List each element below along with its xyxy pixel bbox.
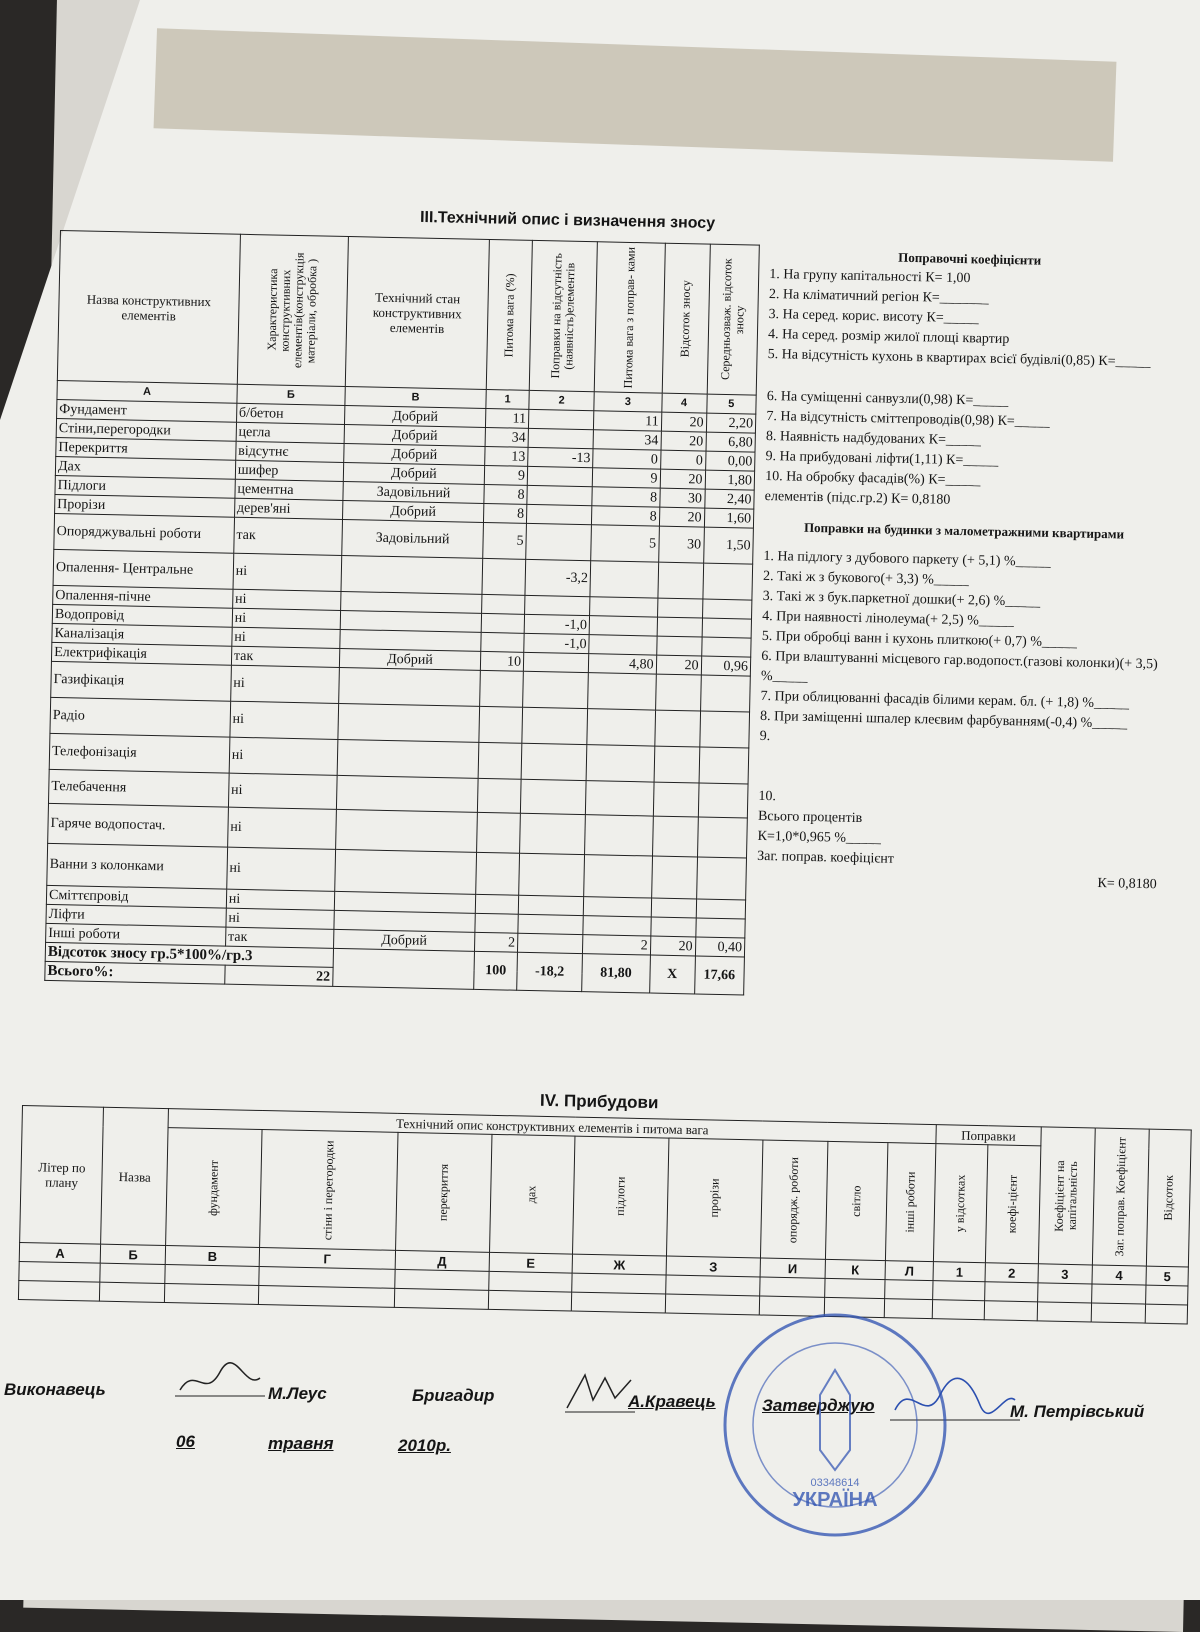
table-cell (654, 746, 700, 783)
total-label: Всього%: (45, 961, 225, 984)
letter-b: Б (237, 384, 345, 405)
table-cell (653, 782, 699, 817)
table-cell (701, 637, 751, 657)
table-cell (520, 779, 586, 814)
empty-cell (933, 1281, 986, 1301)
table-cell: Добрий (333, 929, 475, 951)
small-correction-item: 7. При облицюванні фасадів білими керам. бл. (+ 1,8) %_____ (760, 688, 1130, 712)
table-cell (696, 857, 746, 900)
table-cell (651, 856, 697, 899)
table-cell (702, 599, 752, 619)
table-cell (657, 617, 702, 637)
table-cell: 20 (650, 936, 695, 956)
table-cell: 0,40 (695, 937, 745, 957)
empty-cell (985, 1301, 1038, 1321)
small-correction-item: 2. Такі ж з букового(+ 3,3) %_____ (762, 568, 969, 589)
extensions-table (18, 1105, 1192, 1324)
element-name: Опоряджувальні роботи (54, 513, 235, 553)
table-cell: ні (226, 908, 334, 929)
svg-text:УКРАЇНА: УКРАЇНА (792, 1489, 878, 1511)
table-cell (518, 914, 584, 934)
small-correction-item: 8. При заміщенні шпалер клеєвим фарбуванням(-0,4) %_____ (759, 708, 1128, 732)
empty-cell (824, 1278, 885, 1298)
small-correction-item: 3. Такі ж з бук.паркетної дошки(+ 2,6) %_____ (762, 588, 1041, 610)
table-cell: б/бетон (236, 403, 344, 424)
correction-item: 6. На суміщенні санвузли(0,98) К=_____ (766, 388, 1009, 410)
header-col2: Поправки на відсутність (наявність)елементів (529, 240, 597, 391)
element-name: Перекриття (56, 437, 236, 460)
element-name: Ванни з колонками (47, 843, 228, 889)
table-cell (589, 616, 657, 636)
element-column: дах (489, 1134, 575, 1254)
foreman-name: А.Кравець (628, 1392, 716, 1411)
wear-table (44, 230, 760, 995)
table-cell: 34 (485, 427, 528, 447)
table-cell (527, 466, 593, 486)
foreman-signature (565, 1370, 635, 1415)
empty-cell (394, 1269, 488, 1290)
table-cell (695, 918, 745, 938)
table-cell: ні (230, 701, 339, 739)
correction-item: 10. На обробку фасадів(%) К=_____ (764, 468, 981, 489)
table-cell (583, 916, 651, 936)
table-cell: Добрий (339, 648, 481, 670)
table-cell: 9 (485, 465, 528, 485)
empty-cell (1037, 1302, 1092, 1322)
column-letter: Б (101, 1244, 166, 1264)
table-cell (702, 618, 752, 638)
date-year: 2010р. (398, 1436, 451, 1455)
table-cell: 20 (661, 412, 706, 432)
small-correction-item: К=1,0*0,965 %_____ (757, 828, 882, 847)
table-cell (697, 817, 747, 858)
table-cell: 2 (475, 932, 518, 952)
table-cell (518, 895, 584, 915)
header-characteristic: Характеристика конструктивних елементів(конструкція матеріали, обробка ) (237, 234, 348, 386)
table-cell: 20 (660, 469, 705, 489)
element-name: Прорізи (55, 494, 235, 517)
section3-title: III.Технічний опис і визначення зносу (419, 208, 716, 233)
table-cell (586, 781, 654, 816)
table-cell: цегла (236, 422, 344, 443)
table-cell (700, 675, 750, 712)
empty-cell (488, 1271, 572, 1292)
header-col1: Питома вага (%) (487, 240, 533, 391)
element-column: підлоги (573, 1136, 669, 1256)
correction-item: 5. На відсутність кухонь в квартирах всієї будівлі(0,85) К=_____ (767, 346, 1151, 370)
table-cell: так (225, 927, 333, 948)
table-cell: 5 (483, 522, 526, 559)
table-cell: 30 (658, 526, 704, 563)
column-letter: К (825, 1259, 886, 1279)
table-cell (528, 428, 594, 448)
table-cell (526, 504, 592, 524)
table-cell: -1,0 (524, 614, 590, 634)
empty-cell (19, 1261, 101, 1282)
table-cell: 20 (659, 507, 704, 527)
table-cell: Добрий (344, 405, 486, 427)
correction-item: 1. На групу капітальності К= 1,00 (769, 266, 971, 287)
element-name: Гаряче водопостач. (48, 803, 229, 847)
correction-item: 7. На відсутність сміттепроводів(0,98) К=_____ (766, 408, 1050, 430)
element-column: інші роботи (886, 1143, 936, 1262)
col-percent: Відсоток (1146, 1129, 1191, 1267)
table-cell: 9 (592, 468, 660, 488)
element-column: перекриття (395, 1132, 491, 1252)
executor-signature (175, 1360, 265, 1400)
letter-a: А (57, 380, 237, 403)
table-cell: ні (232, 627, 340, 648)
table-cell: ні (232, 608, 340, 629)
empty-cell (100, 1282, 165, 1302)
table-cell (336, 775, 478, 812)
table-cell: Задовільний (341, 519, 483, 558)
element-name: Опалення-пічне (53, 585, 233, 608)
table-cell (517, 933, 583, 953)
table-cell (584, 855, 652, 898)
correction-item: 8. Наявність надбудованих К=_____ (765, 428, 982, 449)
table-cell (654, 710, 700, 747)
header-col5: Середньозваж. відсоток зносу (707, 244, 760, 395)
table-cell (585, 815, 653, 856)
table-cell: відсутнє (236, 441, 344, 462)
table-cell: ні (230, 665, 339, 703)
table-cell: 5 (591, 525, 659, 562)
element-name: Газифікація (51, 661, 232, 701)
element-name: Радіо (50, 697, 231, 737)
table-cell: 0,96 (701, 656, 751, 676)
table-cell (520, 813, 586, 854)
element-column: фундамент (166, 1128, 262, 1248)
approve-name: М. Петрівський (1010, 1402, 1145, 1421)
element-name: Телефонізація (49, 733, 230, 773)
table-cell: ні (227, 847, 336, 891)
small-correction-item: К= 0,8180 (1097, 875, 1157, 893)
element-name: Фундамент (57, 399, 237, 422)
element-name: Стіни,перегородки (56, 418, 236, 441)
column-letter: 3 (1038, 1264, 1093, 1284)
letter-4: 4 (661, 393, 706, 413)
table-cell (338, 703, 480, 742)
table-cell: Добрий (343, 462, 485, 484)
table-cell (699, 711, 749, 748)
empty-cell (488, 1290, 572, 1311)
table-cell (527, 485, 593, 505)
table-cell: 30 (659, 488, 704, 508)
empty-cell (1146, 1285, 1188, 1305)
column-letter: Д (395, 1250, 489, 1271)
table-cell: 0,00 (705, 451, 755, 471)
element-name: Ліфти (46, 904, 226, 927)
empty-cell (571, 1292, 665, 1313)
empty-cell (885, 1280, 933, 1300)
element-name: Підлоги (55, 475, 235, 498)
table-cell (481, 632, 524, 652)
table-cell (526, 523, 592, 560)
table-cell (587, 709, 655, 746)
table-cell: 1,80 (705, 470, 755, 490)
table-cell: цементна (235, 479, 343, 500)
table-cell (698, 783, 748, 818)
column-letter: 4 (1092, 1265, 1147, 1285)
date-month: травня (268, 1434, 334, 1453)
svg-text:03348614: 03348614 (810, 1477, 860, 1489)
column-letter: А (19, 1242, 101, 1263)
table-cell: Добрий (343, 443, 485, 465)
total-col1: 100 (474, 951, 517, 990)
table-cell (478, 742, 521, 779)
executor-label: Виконавець (4, 1380, 106, 1399)
element-name: Дах (55, 456, 235, 479)
totals-blank (332, 948, 474, 989)
executor-name: М.Леус (268, 1384, 327, 1403)
table-cell (479, 706, 522, 743)
element-column: прорізи (667, 1138, 763, 1258)
total-col4: X (649, 955, 695, 994)
header-name: Назва конструктивних елементів (57, 231, 240, 385)
empty-cell (1145, 1304, 1187, 1324)
table-cell: 11 (594, 411, 662, 431)
header-row (57, 231, 759, 396)
total-col5: 17,66 (694, 956, 744, 995)
table-cell: 0 (593, 449, 661, 469)
table-cell: -3,2 (525, 559, 591, 596)
empty-cell (1037, 1283, 1092, 1303)
table-cell (657, 598, 702, 618)
column-letter: Г (259, 1248, 395, 1270)
corrections-group: Поправки (936, 1125, 1041, 1146)
col-letter: Літер по плану (20, 1106, 104, 1245)
column-letter: Л (885, 1261, 933, 1281)
column-letter: Ж (572, 1254, 666, 1275)
table-cell (590, 597, 658, 617)
table-cell (523, 671, 589, 708)
table-cell (652, 816, 698, 857)
table-cell (656, 636, 701, 656)
table-cell: 4,80 (588, 654, 656, 674)
small-correction-item: 10. (758, 788, 777, 805)
table-cell (586, 745, 654, 782)
column-letter: 1 (933, 1262, 986, 1282)
table-cell (334, 849, 476, 894)
empty-cell (18, 1280, 100, 1301)
column-letter: 2 (985, 1263, 1038, 1283)
column-letter: И (760, 1258, 825, 1278)
empty-cell (572, 1273, 666, 1294)
table-cell: 8 (484, 503, 527, 523)
empty-cell (985, 1282, 1038, 1302)
table-cell (699, 747, 749, 784)
table-cell (476, 894, 519, 914)
table-cell: так (234, 517, 343, 555)
total-value: 22 (225, 965, 333, 986)
element-name: Телебачення (48, 769, 228, 807)
small-apartments-title: Поправки на будинки з малометражними квартирами (803, 519, 1125, 542)
element-name: Електрифікація (51, 642, 231, 665)
table-cell (651, 898, 696, 918)
correction-item: 4. На серед. розмір жилої площі квартир (767, 326, 1010, 348)
table-cell: ні (232, 589, 340, 610)
element-name: Каналізація (52, 623, 232, 646)
table-cell: 2,40 (704, 489, 754, 509)
empty-cell (165, 1284, 259, 1305)
table-cell (525, 595, 591, 615)
table-cell (480, 670, 523, 707)
empty-cell (100, 1263, 165, 1283)
empty-cell (760, 1277, 825, 1297)
table-cell: дерев'яні (234, 498, 342, 519)
table-cell: 0 (660, 450, 705, 470)
element-column: стіни і перегородки (260, 1130, 398, 1251)
table-cell (337, 739, 479, 778)
table-cell: ні (233, 553, 342, 591)
table-cell: 2 (583, 935, 651, 955)
section4-title: IV. Прибудови (539, 1090, 659, 1113)
small-correction-item: Заг. поправ. коефіцієнт (757, 848, 895, 867)
table-cell: -1,0 (524, 633, 590, 653)
correction-column: коефі-цієнт (986, 1145, 1041, 1264)
table-cell: 2,20 (706, 413, 756, 433)
table-cell (522, 707, 588, 744)
empty-cell (165, 1265, 259, 1286)
letter-1: 1 (486, 389, 529, 409)
element-name: Інші роботи (46, 923, 226, 946)
table-cell: 6,80 (706, 432, 756, 452)
letter-5: 5 (706, 394, 756, 414)
table-cell: Задовільний (343, 481, 485, 503)
column-letter: З (666, 1256, 760, 1277)
table-cell (478, 778, 521, 813)
header-state: Технічний стан конструктивних елементів (345, 237, 490, 390)
table-cell (528, 409, 594, 429)
table-cell: ні (229, 737, 338, 775)
small-correction-item: 6. При влаштуванні місцевого гар.водопост.(газові колонки)(+ 3,5) %_____ (760, 648, 1158, 685)
table-cell: 8 (592, 506, 660, 526)
header-col4: Відсоток зносу (662, 243, 710, 394)
column-letter: 5 (1146, 1266, 1188, 1286)
table-cell (338, 667, 480, 706)
column-letter: Е (489, 1252, 573, 1273)
table-cell: так (231, 646, 339, 667)
correction-item: 9. На прибудовані ліфти(1,11) К=_____ (765, 448, 999, 469)
col-total-coef: Заг. поправ. Коефіцієнт (1092, 1128, 1149, 1266)
correction-item: 3. На серед. корис. висоту К=_____ (768, 306, 979, 327)
letter-v: В (345, 387, 487, 409)
table-cell: ні (226, 889, 334, 910)
corrections-title: Поправочні коефіцієнти (898, 249, 1042, 268)
small-correction-item: 4. При наявності лінолеума(+ 2,5) %_____ (762, 608, 1014, 630)
element-column: опорядж. роботи (760, 1140, 827, 1259)
corrections-panel (757, 245, 1170, 895)
small-correction-item: 9. (759, 728, 771, 745)
small-correction-item: Всього процентів (757, 808, 863, 827)
wear-label: Відсоток зносу гр.5*100%/гр.3 (45, 942, 333, 967)
table-cell (696, 899, 746, 919)
empty-cell (1091, 1284, 1146, 1304)
table-cell: Добрий (344, 424, 486, 446)
small-correction-item: 1. На підлогу з дубового паркету (+ 5,1) %_____ (763, 548, 1051, 570)
table-cell (657, 562, 703, 599)
date-day: 06 (176, 1432, 195, 1451)
table-cell (588, 673, 656, 710)
table-cell: 11 (486, 408, 529, 428)
table-cell (583, 897, 651, 917)
table-cell: ні (227, 807, 336, 849)
correction-item: 2. На кліматичний регіон К=_______ (768, 286, 989, 307)
table-cell (482, 594, 525, 614)
letter-3: 3 (594, 392, 662, 412)
empty-cell (1091, 1303, 1146, 1323)
table-cell (481, 613, 524, 633)
element-name: Сміттєпровід (46, 885, 226, 908)
elements-group: Технічний опис конструктивних елементів і питома вага (168, 1109, 936, 1144)
table-cell (475, 913, 518, 933)
table-cell: 34 (593, 430, 661, 450)
table-cell: 8 (484, 484, 527, 504)
total-col2: -18,2 (517, 952, 583, 991)
table-cell (476, 852, 520, 895)
col-name: Назва (101, 1107, 169, 1245)
total-col3: 81,80 (582, 954, 650, 993)
correction-column: у відсотках (934, 1144, 989, 1263)
table-cell (335, 809, 477, 852)
table-cell (521, 743, 587, 780)
element-column: світло (825, 1141, 888, 1260)
table-cell (477, 812, 521, 853)
foreman-label: Бригадир (412, 1386, 495, 1405)
empty-cell (666, 1275, 760, 1296)
table-cell: Добрий (342, 500, 484, 522)
table-cell (519, 853, 585, 896)
element-name: Водопровід (52, 604, 232, 627)
table-cell (341, 555, 483, 594)
table-cell: -13 (528, 447, 594, 467)
letter-2: 2 (529, 390, 595, 410)
table-cell (482, 558, 525, 595)
col-capital: Коефіцієнт на капітальність (1038, 1127, 1095, 1265)
table-cell: 20 (656, 655, 701, 675)
header-col3: Питома вага з поправ- ками (594, 242, 665, 393)
official-stamp (720, 1310, 950, 1540)
correction-item: елементів (підс.гр.2) К= 0,8180 (764, 488, 951, 508)
table-cell: шифер (235, 460, 343, 481)
table-cell: 1,50 (703, 527, 753, 564)
table-cell (650, 917, 695, 937)
table-cell (590, 561, 658, 598)
table-cell (589, 635, 657, 655)
empty-cell (394, 1288, 488, 1309)
empty-cell (258, 1285, 394, 1307)
small-correction-item: 5. При обробці ванн і кухонь плиткою(+ 0,7) %_____ (761, 628, 1078, 651)
table-cell (655, 674, 701, 711)
element-name: Опалення- Центральне (53, 549, 234, 589)
table-cell: 20 (661, 431, 706, 451)
table-cell: 8 (592, 487, 660, 507)
column-letter: В (165, 1246, 259, 1267)
table-cell: ні (228, 773, 337, 809)
table-cell: 13 (485, 446, 528, 466)
table-cell (523, 652, 589, 672)
approve-label: Затверджую (762, 1396, 875, 1415)
table-cell: 1,60 (704, 508, 754, 528)
table-cell: 10 (481, 651, 524, 671)
table-cell (702, 563, 752, 600)
